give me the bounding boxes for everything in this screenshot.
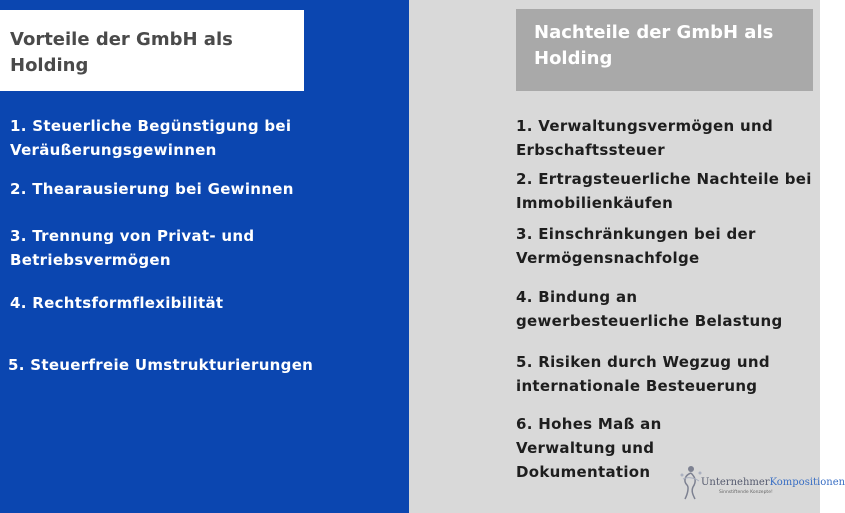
advantage-item-5: 5. Steuerfreie Umstrukturierungen bbox=[8, 356, 314, 374]
advantage-item-3: 3. Trennung von Privat- und Betriebsvermögen bbox=[10, 227, 255, 269]
disadvantage-item-2: 2. Ertragsteuerliche Nachteile bei Immobilienkäufen bbox=[516, 170, 812, 212]
company-logo bbox=[679, 463, 845, 503]
figure-icon bbox=[679, 463, 703, 503]
logo-wordmark-part1: Unternehmer bbox=[701, 477, 770, 488]
disadvantage-item-5: 5. Risiken durch Wegzug und internationale Besteuerung bbox=[516, 353, 770, 395]
disadvantages-panel bbox=[409, 0, 845, 513]
advantage-item-2: 2. Thearausierung bei Gewinnen bbox=[10, 180, 294, 198]
logo-tagline: Sinnstiftende Konzepte! bbox=[719, 490, 773, 495]
disadvantage-item-4: 4. Bindung an gewerbesteuerliche Belastung bbox=[516, 288, 783, 330]
advantage-item-4: 4. Rechtsformflexibilität bbox=[10, 294, 224, 312]
logo-wordmark bbox=[701, 477, 845, 488]
logo-wordmark-part2: Kompositionen bbox=[769, 477, 845, 488]
advantages-panel bbox=[0, 0, 409, 513]
advantages-title: Vorteile der GmbH als Holding bbox=[0, 10, 304, 91]
disadvantage-item-1: 1. Verwaltungsvermögen und Erbschaftssteuer bbox=[516, 117, 774, 159]
disadvantage-item-3: 3. Einschränkungen bei der Vermögensnachfolge bbox=[516, 225, 756, 267]
disadvantages-title: Nachteile der GmbH als Holding bbox=[516, 9, 813, 91]
advantage-item-1: 1. Steuerliche Begünstigung bei Veräußerungsgewinnen bbox=[10, 117, 292, 159]
disadvantage-item-6: 6. Hohes Maß an Verwaltung und Dokumentation bbox=[516, 415, 662, 481]
